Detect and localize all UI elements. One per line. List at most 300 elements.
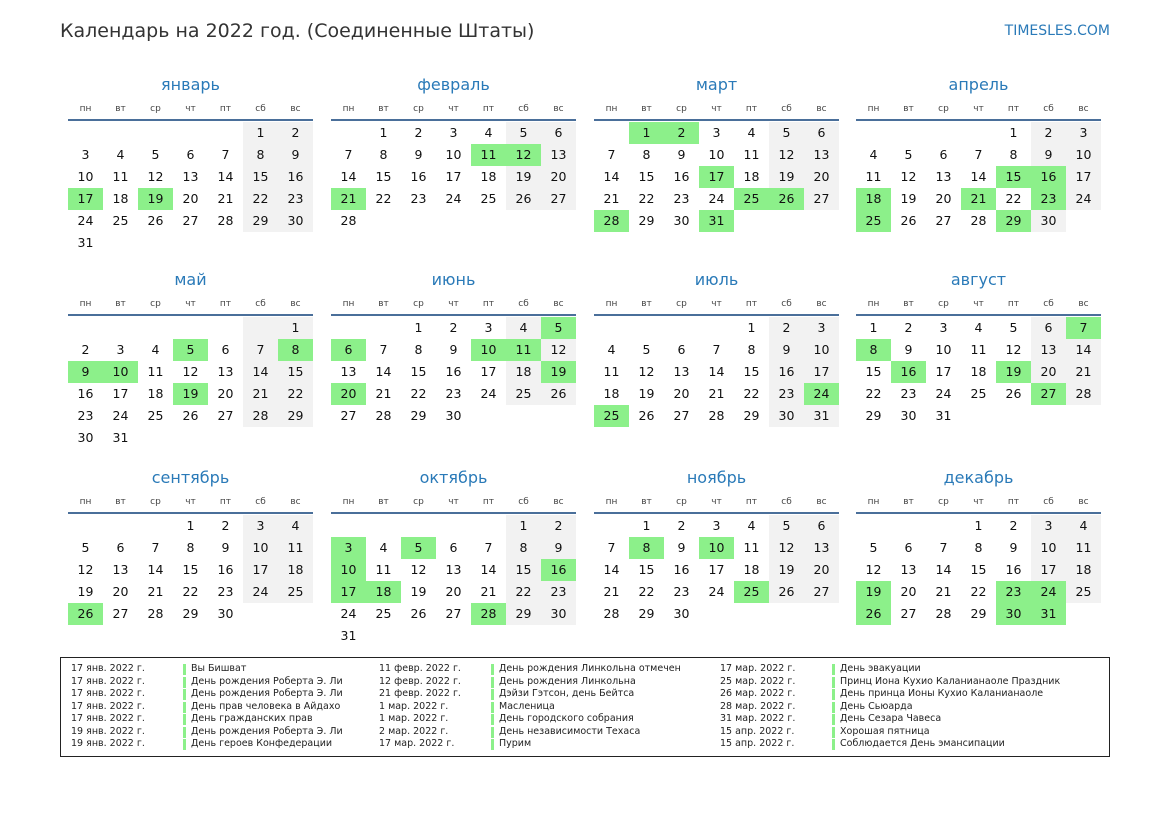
day-cell[interactable]: 7: [221, 147, 230, 162]
holiday-day-cell[interactable]: 6: [331, 339, 366, 361]
day-cell[interactable]: 18: [603, 386, 620, 401]
day-cell[interactable]: 19: [769, 559, 804, 581]
day-cell[interactable]: 21: [603, 191, 620, 206]
day-cell[interactable]: 31: [77, 235, 94, 250]
day-cell[interactable]: 10: [804, 339, 839, 361]
day-cell[interactable]: 2: [221, 518, 230, 533]
day-cell[interactable]: 3: [939, 320, 948, 335]
day-cell[interactable]: 5: [506, 122, 541, 144]
holiday-day-cell[interactable]: 17: [331, 581, 366, 603]
day-cell[interactable]: 11: [603, 364, 620, 379]
day-cell[interactable]: 21: [1066, 361, 1101, 383]
holiday-day-cell[interactable]: 29: [996, 210, 1031, 232]
day-cell[interactable]: 23: [673, 584, 690, 599]
day-cell[interactable]: 25: [375, 606, 392, 621]
day-cell[interactable]: 14: [340, 169, 357, 184]
day-cell[interactable]: 9: [221, 540, 230, 555]
day-cell[interactable]: 22: [182, 584, 199, 599]
day-cell[interactable]: 15: [506, 559, 541, 581]
day-cell[interactable]: 11: [147, 364, 164, 379]
day-cell[interactable]: 14: [147, 562, 164, 577]
day-cell[interactable]: 9: [1031, 144, 1066, 166]
day-cell[interactable]: 9: [1009, 540, 1018, 555]
day-cell[interactable]: 18: [743, 169, 760, 184]
day-cell[interactable]: 26: [182, 408, 199, 423]
day-cell[interactable]: 26: [147, 213, 164, 228]
day-cell[interactable]: 23: [769, 383, 804, 405]
day-cell[interactable]: 12: [1005, 342, 1022, 357]
day-cell[interactable]: 20: [900, 584, 917, 599]
day-cell[interactable]: 12: [147, 169, 164, 184]
day-cell[interactable]: 17: [243, 559, 278, 581]
day-cell[interactable]: 23: [278, 188, 313, 210]
day-cell[interactable]: 22: [410, 386, 427, 401]
day-cell[interactable]: 22: [375, 191, 392, 206]
holiday-day-cell[interactable]: 27: [1031, 383, 1066, 405]
day-cell[interactable]: 7: [243, 339, 278, 361]
day-cell[interactable]: 28: [375, 408, 392, 423]
day-cell[interactable]: 3: [1066, 122, 1101, 144]
day-cell[interactable]: 23: [900, 386, 917, 401]
day-cell[interactable]: 29: [182, 606, 199, 621]
day-cell[interactable]: 4: [607, 342, 616, 357]
day-cell[interactable]: 18: [743, 562, 760, 577]
day-cell[interactable]: 6: [541, 122, 576, 144]
day-cell[interactable]: 26: [541, 383, 576, 405]
day-cell[interactable]: 22: [506, 581, 541, 603]
day-cell[interactable]: 6: [221, 342, 230, 357]
holiday-day-cell[interactable]: 5: [541, 317, 576, 339]
holiday-day-cell[interactable]: 3: [331, 537, 366, 559]
day-cell[interactable]: 20: [182, 191, 199, 206]
day-cell[interactable]: 19: [900, 191, 917, 206]
day-cell[interactable]: 1: [506, 515, 541, 537]
day-cell[interactable]: 8: [414, 342, 423, 357]
day-cell[interactable]: 17: [112, 386, 129, 401]
day-cell[interactable]: 4: [1066, 515, 1101, 537]
day-cell[interactable]: 30: [77, 430, 94, 445]
day-cell[interactable]: 26: [769, 581, 804, 603]
day-cell[interactable]: 7: [379, 342, 388, 357]
day-cell[interactable]: 10: [243, 537, 278, 559]
day-cell[interactable]: 29: [638, 606, 655, 621]
day-cell[interactable]: 31: [340, 628, 357, 643]
day-cell[interactable]: 2: [904, 320, 913, 335]
day-cell[interactable]: 22: [278, 383, 313, 405]
day-cell[interactable]: 24: [480, 386, 497, 401]
holiday-day-cell[interactable]: 24: [804, 383, 839, 405]
day-cell[interactable]: 26: [1005, 386, 1022, 401]
day-cell[interactable]: 7: [939, 540, 948, 555]
day-cell[interactable]: 25: [147, 408, 164, 423]
day-cell[interactable]: 3: [804, 317, 839, 339]
day-cell[interactable]: 21: [243, 383, 278, 405]
holiday-day-cell[interactable]: 28: [471, 603, 506, 625]
day-cell[interactable]: 11: [375, 562, 392, 577]
day-cell[interactable]: 1: [186, 518, 195, 533]
day-cell[interactable]: 2: [278, 122, 313, 144]
day-cell[interactable]: 7: [607, 147, 616, 162]
day-cell[interactable]: 8: [243, 144, 278, 166]
day-cell[interactable]: 1: [974, 518, 983, 533]
day-cell[interactable]: 11: [743, 147, 760, 162]
day-cell[interactable]: 2: [449, 320, 458, 335]
day-cell[interactable]: 14: [935, 562, 952, 577]
day-cell[interactable]: 24: [340, 606, 357, 621]
day-cell[interactable]: 16: [769, 361, 804, 383]
day-cell[interactable]: 2: [769, 317, 804, 339]
day-cell[interactable]: 21: [935, 584, 952, 599]
holiday-day-cell[interactable]: 28: [594, 210, 629, 232]
day-cell[interactable]: 22: [243, 188, 278, 210]
day-cell[interactable]: 28: [217, 213, 234, 228]
day-cell[interactable]: 1: [869, 320, 878, 335]
day-cell[interactable]: 17: [445, 169, 462, 184]
brand-link[interactable]: TIMESLES.COM: [1004, 23, 1110, 39]
day-cell[interactable]: 18: [1066, 559, 1101, 581]
day-cell[interactable]: 27: [112, 606, 129, 621]
day-cell[interactable]: 28: [340, 213, 357, 228]
day-cell[interactable]: 11: [970, 342, 987, 357]
holiday-day-cell[interactable]: 17: [699, 166, 734, 188]
holiday-day-cell[interactable]: 25: [734, 188, 769, 210]
day-cell[interactable]: 21: [708, 386, 725, 401]
day-cell[interactable]: 8: [186, 540, 195, 555]
holiday-day-cell[interactable]: 2: [664, 122, 699, 144]
day-cell[interactable]: 20: [804, 559, 839, 581]
day-cell[interactable]: 31: [804, 405, 839, 427]
holiday-day-cell[interactable]: 19: [541, 361, 576, 383]
day-cell[interactable]: 27: [900, 606, 917, 621]
day-cell[interactable]: 1: [243, 122, 278, 144]
day-cell[interactable]: 9: [414, 147, 423, 162]
day-cell[interactable]: 15: [638, 562, 655, 577]
day-cell[interactable]: 17: [1031, 559, 1066, 581]
day-cell[interactable]: 28: [147, 606, 164, 621]
holiday-day-cell[interactable]: 18: [366, 581, 401, 603]
day-cell[interactable]: 16: [278, 166, 313, 188]
holiday-day-cell[interactable]: 21: [331, 188, 366, 210]
day-cell[interactable]: 15: [743, 364, 760, 379]
day-cell[interactable]: 2: [1031, 122, 1066, 144]
day-cell[interactable]: 20: [673, 386, 690, 401]
holiday-day-cell[interactable]: 7: [1066, 317, 1101, 339]
holiday-day-cell[interactable]: 16: [891, 361, 926, 383]
day-cell[interactable]: 27: [182, 213, 199, 228]
holiday-day-cell[interactable]: 20: [331, 383, 366, 405]
day-cell[interactable]: 13: [445, 562, 462, 577]
day-cell[interactable]: 19: [506, 166, 541, 188]
day-cell[interactable]: 29: [970, 606, 987, 621]
holiday-day-cell[interactable]: 1: [629, 122, 664, 144]
day-cell[interactable]: 30: [900, 408, 917, 423]
day-cell[interactable]: 14: [603, 169, 620, 184]
day-cell[interactable]: 6: [116, 540, 125, 555]
holiday-day-cell[interactable]: 26: [68, 603, 103, 625]
day-cell[interactable]: 12: [638, 364, 655, 379]
day-cell[interactable]: 5: [904, 147, 913, 162]
day-cell[interactable]: 4: [379, 540, 388, 555]
day-cell[interactable]: 12: [410, 562, 427, 577]
day-cell[interactable]: 2: [81, 342, 90, 357]
day-cell[interactable]: 3: [712, 518, 721, 533]
day-cell[interactable]: 15: [970, 562, 987, 577]
day-cell[interactable]: 13: [935, 169, 952, 184]
holiday-day-cell[interactable]: 16: [541, 559, 576, 581]
day-cell[interactable]: 13: [673, 364, 690, 379]
day-cell[interactable]: 12: [182, 364, 199, 379]
day-cell[interactable]: 23: [77, 408, 94, 423]
day-cell[interactable]: 16: [673, 562, 690, 577]
day-cell[interactable]: 20: [1031, 361, 1066, 383]
day-cell[interactable]: 16: [673, 169, 690, 184]
day-cell[interactable]: 6: [939, 147, 948, 162]
holiday-day-cell[interactable]: 31: [1031, 603, 1066, 625]
day-cell[interactable]: 11: [1066, 537, 1101, 559]
day-cell[interactable]: 15: [638, 169, 655, 184]
day-cell[interactable]: 22: [638, 191, 655, 206]
day-cell[interactable]: 14: [217, 169, 234, 184]
holiday-day-cell[interactable]: 11: [471, 144, 506, 166]
day-cell[interactable]: 2: [1009, 518, 1018, 533]
day-cell[interactable]: 17: [480, 364, 497, 379]
day-cell[interactable]: 11: [278, 537, 313, 559]
holiday-day-cell[interactable]: 11: [506, 339, 541, 361]
day-cell[interactable]: 24: [935, 386, 952, 401]
day-cell[interactable]: 12: [900, 169, 917, 184]
day-cell[interactable]: 4: [974, 320, 983, 335]
day-cell[interactable]: 23: [410, 191, 427, 206]
day-cell[interactable]: 20: [112, 584, 129, 599]
day-cell[interactable]: 21: [603, 584, 620, 599]
day-cell[interactable]: 5: [769, 122, 804, 144]
day-cell[interactable]: 6: [1031, 317, 1066, 339]
day-cell[interactable]: 3: [243, 515, 278, 537]
day-cell[interactable]: 13: [182, 169, 199, 184]
day-cell[interactable]: 31: [112, 430, 129, 445]
day-cell[interactable]: 13: [804, 537, 839, 559]
day-cell[interactable]: 29: [410, 408, 427, 423]
day-cell[interactable]: 31: [935, 408, 952, 423]
day-cell[interactable]: 26: [506, 188, 541, 210]
holiday-day-cell[interactable]: 30: [996, 603, 1031, 625]
day-cell[interactable]: 10: [935, 342, 952, 357]
day-cell[interactable]: 10: [445, 147, 462, 162]
day-cell[interactable]: 13: [217, 364, 234, 379]
day-cell[interactable]: 9: [677, 147, 686, 162]
day-cell[interactable]: 2: [414, 125, 423, 140]
day-cell[interactable]: 25: [1066, 581, 1101, 603]
day-cell[interactable]: 21: [217, 191, 234, 206]
day-cell[interactable]: 27: [340, 408, 357, 423]
day-cell[interactable]: 29: [638, 213, 655, 228]
day-cell[interactable]: 8: [747, 342, 756, 357]
day-cell[interactable]: 18: [147, 386, 164, 401]
day-cell[interactable]: 16: [77, 386, 94, 401]
day-cell[interactable]: 3: [484, 320, 493, 335]
day-cell[interactable]: 18: [112, 191, 129, 206]
day-cell[interactable]: 24: [708, 191, 725, 206]
day-cell[interactable]: 28: [708, 408, 725, 423]
day-cell[interactable]: 22: [970, 584, 987, 599]
holiday-day-cell[interactable]: 5: [401, 537, 436, 559]
day-cell[interactable]: 16: [217, 562, 234, 577]
day-cell[interactable]: 26: [900, 213, 917, 228]
day-cell[interactable]: 7: [607, 540, 616, 555]
day-cell[interactable]: 6: [804, 122, 839, 144]
day-cell[interactable]: 16: [445, 364, 462, 379]
day-cell[interactable]: 17: [708, 562, 725, 577]
day-cell[interactable]: 30: [445, 408, 462, 423]
day-cell[interactable]: 27: [804, 581, 839, 603]
day-cell[interactable]: 14: [480, 562, 497, 577]
holiday-day-cell[interactable]: 19: [856, 581, 891, 603]
holiday-day-cell[interactable]: 19: [173, 383, 208, 405]
day-cell[interactable]: 29: [743, 408, 760, 423]
day-cell[interactable]: 14: [603, 562, 620, 577]
day-cell[interactable]: 30: [278, 210, 313, 232]
holiday-day-cell[interactable]: 10: [103, 361, 138, 383]
day-cell[interactable]: 19: [77, 584, 94, 599]
day-cell[interactable]: 13: [340, 364, 357, 379]
day-cell[interactable]: 18: [506, 361, 541, 383]
day-cell[interactable]: 15: [182, 562, 199, 577]
day-cell[interactable]: 25: [112, 213, 129, 228]
day-cell[interactable]: 25: [278, 581, 313, 603]
day-cell[interactable]: 24: [1066, 188, 1101, 210]
day-cell[interactable]: 29: [243, 210, 278, 232]
day-cell[interactable]: 1: [379, 125, 388, 140]
holiday-day-cell[interactable]: 17: [68, 188, 103, 210]
day-cell[interactable]: 11: [112, 169, 129, 184]
day-cell[interactable]: 9: [449, 342, 458, 357]
day-cell[interactable]: 24: [77, 213, 94, 228]
day-cell[interactable]: 22: [865, 386, 882, 401]
day-cell[interactable]: 7: [712, 342, 721, 357]
day-cell[interactable]: 5: [81, 540, 90, 555]
day-cell[interactable]: 16: [410, 169, 427, 184]
day-cell[interactable]: 1: [642, 518, 651, 533]
day-cell[interactable]: 20: [804, 166, 839, 188]
holiday-day-cell[interactable]: 21: [961, 188, 996, 210]
day-cell[interactable]: 27: [935, 213, 952, 228]
day-cell[interactable]: 7: [974, 147, 983, 162]
day-cell[interactable]: 15: [865, 364, 882, 379]
day-cell[interactable]: 6: [804, 515, 839, 537]
day-cell[interactable]: 3: [449, 125, 458, 140]
day-cell[interactable]: 20: [541, 166, 576, 188]
day-cell[interactable]: 8: [1009, 147, 1018, 162]
day-cell[interactable]: 12: [769, 144, 804, 166]
day-cell[interactable]: 25: [970, 386, 987, 401]
day-cell[interactable]: 4: [747, 125, 756, 140]
day-cell[interactable]: 10: [708, 147, 725, 162]
day-cell[interactable]: 1: [414, 320, 423, 335]
day-cell[interactable]: 25: [506, 383, 541, 405]
day-cell[interactable]: 28: [603, 606, 620, 621]
day-cell[interactable]: 5: [1009, 320, 1018, 335]
day-cell[interactable]: 14: [375, 364, 392, 379]
holiday-day-cell[interactable]: 23: [1031, 188, 1066, 210]
holiday-day-cell[interactable]: 31: [699, 210, 734, 232]
day-cell[interactable]: 5: [869, 540, 878, 555]
day-cell[interactable]: 14: [1066, 339, 1101, 361]
day-cell[interactable]: 21: [375, 386, 392, 401]
day-cell[interactable]: 9: [278, 144, 313, 166]
day-cell[interactable]: 14: [708, 364, 725, 379]
holiday-day-cell[interactable]: 19: [996, 361, 1031, 383]
day-cell[interactable]: 15: [278, 361, 313, 383]
day-cell[interactable]: 12: [769, 537, 804, 559]
day-cell[interactable]: 15: [410, 364, 427, 379]
day-cell[interactable]: 6: [449, 540, 458, 555]
day-cell[interactable]: 4: [278, 515, 313, 537]
day-cell[interactable]: 15: [243, 166, 278, 188]
day-cell[interactable]: 7: [344, 147, 353, 162]
day-cell[interactable]: 7: [484, 540, 493, 555]
day-cell[interactable]: 4: [116, 147, 125, 162]
day-cell[interactable]: 18: [970, 364, 987, 379]
day-cell[interactable]: 23: [445, 386, 462, 401]
day-cell[interactable]: 12: [541, 339, 576, 361]
day-cell[interactable]: 12: [865, 562, 882, 577]
day-cell[interactable]: 20: [445, 584, 462, 599]
day-cell[interactable]: 13: [804, 144, 839, 166]
day-cell[interactable]: 27: [217, 408, 234, 423]
day-cell[interactable]: 20: [935, 191, 952, 206]
day-cell[interactable]: 4: [869, 147, 878, 162]
day-cell[interactable]: 1: [1009, 125, 1018, 140]
holiday-day-cell[interactable]: 23: [996, 581, 1031, 603]
day-cell[interactable]: 18: [480, 169, 497, 184]
day-cell[interactable]: 26: [410, 606, 427, 621]
day-cell[interactable]: 30: [769, 405, 804, 427]
day-cell[interactable]: 13: [900, 562, 917, 577]
day-cell[interactable]: 27: [804, 188, 839, 210]
day-cell[interactable]: 8: [379, 147, 388, 162]
day-cell[interactable]: 13: [1031, 339, 1066, 361]
holiday-day-cell[interactable]: 8: [278, 339, 313, 361]
day-cell[interactable]: 28: [970, 213, 987, 228]
holiday-day-cell[interactable]: 18: [856, 188, 891, 210]
day-cell[interactable]: 1: [747, 320, 756, 335]
day-cell[interactable]: 13: [541, 144, 576, 166]
day-cell[interactable]: 21: [147, 584, 164, 599]
holiday-day-cell[interactable]: 16: [1031, 166, 1066, 188]
day-cell[interactable]: 9: [677, 540, 686, 555]
day-cell[interactable]: 20: [217, 386, 234, 401]
day-cell[interactable]: 24: [112, 408, 129, 423]
day-cell[interactable]: 16: [1005, 562, 1022, 577]
day-cell[interactable]: 27: [445, 606, 462, 621]
day-cell[interactable]: 4: [151, 342, 160, 357]
day-cell[interactable]: 5: [769, 515, 804, 537]
day-cell[interactable]: 23: [217, 584, 234, 599]
day-cell[interactable]: 23: [541, 581, 576, 603]
holiday-day-cell[interactable]: 8: [629, 537, 664, 559]
day-cell[interactable]: 24: [445, 191, 462, 206]
day-cell[interactable]: 27: [541, 188, 576, 210]
day-cell[interactable]: 23: [673, 191, 690, 206]
day-cell[interactable]: 29: [506, 603, 541, 625]
day-cell[interactable]: 6: [677, 342, 686, 357]
day-cell[interactable]: 24: [243, 581, 278, 603]
holiday-day-cell[interactable]: 8: [856, 339, 891, 361]
day-cell[interactable]: 15: [375, 169, 392, 184]
day-cell[interactable]: 22: [1005, 191, 1022, 206]
holiday-day-cell[interactable]: 25: [594, 405, 629, 427]
day-cell[interactable]: 27: [673, 408, 690, 423]
